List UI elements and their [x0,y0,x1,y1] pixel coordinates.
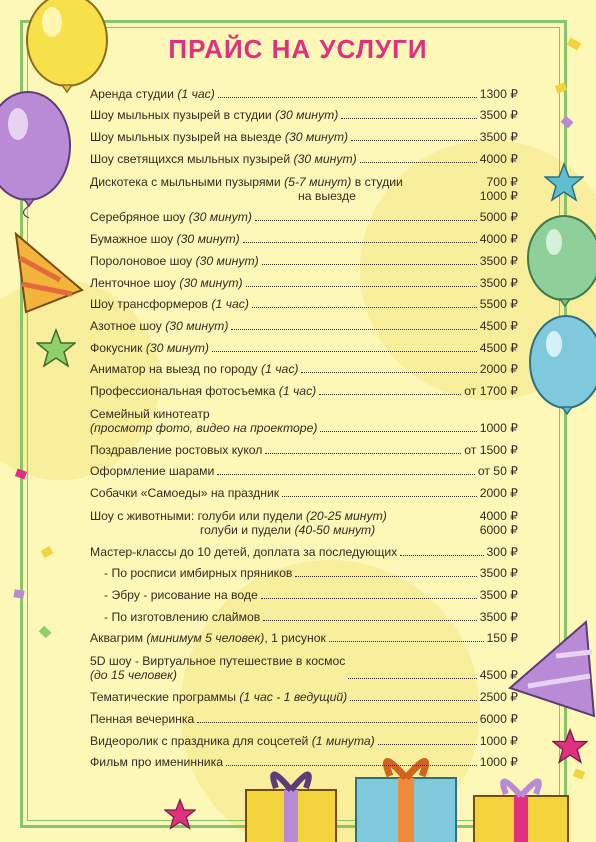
service-name: Аниматор на выезд по городу (1 час) [90,362,299,377]
service-name: Мастер-классы до 10 детей, доплата за последующих [90,544,398,559]
price-row [90,224,518,246]
service-name: Фильм про именинника [90,755,223,770]
service-name: Тематические программы (1 час - 1 ведущий) [90,690,348,705]
gift-box-icon [466,770,576,842]
service-name: Аквагрим (минимум 5 человек), 1 рисунок [90,631,326,646]
service-name: Серебряное шоу (30 минут) [90,210,252,225]
price-row [90,435,518,457]
service-price: 3500 ₽ [479,253,518,268]
service-price: от 1500 ₽ [464,442,518,457]
price-row [90,682,518,704]
service-name: Семейный кинотеатр (просмотр фото, видео на проекторе) [90,406,318,435]
price-row [90,166,518,203]
star-icon [36,328,76,368]
price-row [90,376,518,398]
price-row [90,79,518,101]
blue-balloon-icon [522,312,596,422]
service-price: 4500 ₽ [479,668,518,683]
page-title: ПРАЙС НА УСЛУГИ [168,34,428,64]
service-price: 2000 ₽ [479,362,518,377]
service-name: - Эбру - рисование на воде [104,588,258,603]
service-name: Видеоролик с праздника для соцсетей (1 минута) [90,733,375,748]
service-name: Поздравление ростовых кукол [90,442,263,457]
service-price: 5500 ₽ [479,297,518,312]
party-hat-icon [506,616,596,726]
price-row [90,500,518,537]
service-name: Поролоновое шоу (30 минут) [90,253,259,268]
service-price: 2500 ₽ [479,690,518,705]
price-row [90,203,518,225]
service-price: 2000 ₽ [479,486,518,500]
service-name: Пенная вечеринка [90,711,195,726]
service-price: от 50 ₽ [477,464,518,479]
price-row [90,537,518,559]
price-row [90,333,518,355]
price-row [90,457,518,479]
service-name: Бумажное шоу (30 минут) [90,232,240,247]
service-name: - По росписи имбирных пряников [104,566,293,581]
price-row [90,268,518,290]
service-name: Шоу мыльных пузырей в студии (30 минут) [90,108,339,123]
price-row [90,704,518,726]
price-row [90,101,518,123]
green-balloon-icon [520,214,596,314]
service-name: Фокусник (30 минут) [90,340,209,355]
price-row [90,290,518,312]
service-name: Шоу с животными: голуби или пудели (20-25 минут) 4000 ₽ голуби и пудели (40-50 минут) 6000 ₽ [90,509,518,537]
service-name: Шоу мыльных пузырей на выезде (30 минут) [90,130,349,145]
gift-box-icon [236,760,346,842]
price-list [90,79,518,769]
service-name: Аренда студии (1 час) [90,86,215,101]
service-price: 1300 ₽ [479,86,518,101]
price-row [90,624,518,646]
service-price: 1000 ₽ [479,755,518,770]
service-price: 1000 ₽ [479,733,518,748]
service-price: 3500 ₽ [479,588,518,603]
service-price: 3500 ₽ [479,609,518,624]
service-name: Азотное шоу (30 минут) [90,318,229,333]
party-hat-icon [8,228,88,318]
price-row [90,246,518,268]
service-name: 5D шоу - Виртуальное путешествие в космос (до 15 человек) [90,654,346,683]
price-row [90,478,518,500]
service-name: Оформление шарами [90,464,215,479]
service-name: - По изготовлению слаймов [104,609,261,624]
service-price: 4000 ₽ [479,151,518,166]
price-row [90,355,518,377]
service-price: 4000 ₽ [479,232,518,247]
price-row [90,559,518,581]
service-price: 150 ₽ [486,631,518,646]
price-row [90,311,518,333]
price-row [90,398,518,435]
service-price: 3500 ₽ [479,108,518,123]
service-name: Шоу трансформеров (1 час) [90,297,249,312]
star-icon [164,798,196,830]
price-row [90,580,518,602]
service-price: от 1700 ₽ [464,383,518,398]
service-price: 1000 ₽ [479,420,518,435]
service-price: 300 ₽ [486,544,518,559]
confetti-icon [13,589,24,599]
price-row [90,122,518,144]
service-name: Ленточное шоу (30 минут) [90,275,243,290]
service-price: 3500 ₽ [479,130,518,145]
service-name: Шоу светящихся мыльных пузырей (30 минут) [90,151,357,166]
price-row [90,748,518,770]
star-icon [552,728,588,764]
service-price: 5000 ₽ [479,210,518,225]
price-row [90,726,518,748]
service-name: Собачки «Самоеды» на праздник [90,486,280,500]
price-row [90,602,518,624]
star-icon [544,162,584,202]
service-price: 3500 ₽ [479,275,518,290]
price-row [90,645,518,682]
service-price: 4500 ₽ [479,318,518,333]
service-name: Дискотека с мыльными пузырями (5-7 минут) в студии 700 ₽ на выезде 1000 ₽ [90,174,518,203]
service-name: Профессиональная фотосъемка (1 час) [90,383,317,398]
price-row [90,144,518,166]
purple-balloon-icon [0,88,78,218]
service-price: 6000 ₽ [479,711,518,726]
service-price: 4500 ₽ [479,340,518,355]
service-price: 3500 ₽ [479,566,518,581]
